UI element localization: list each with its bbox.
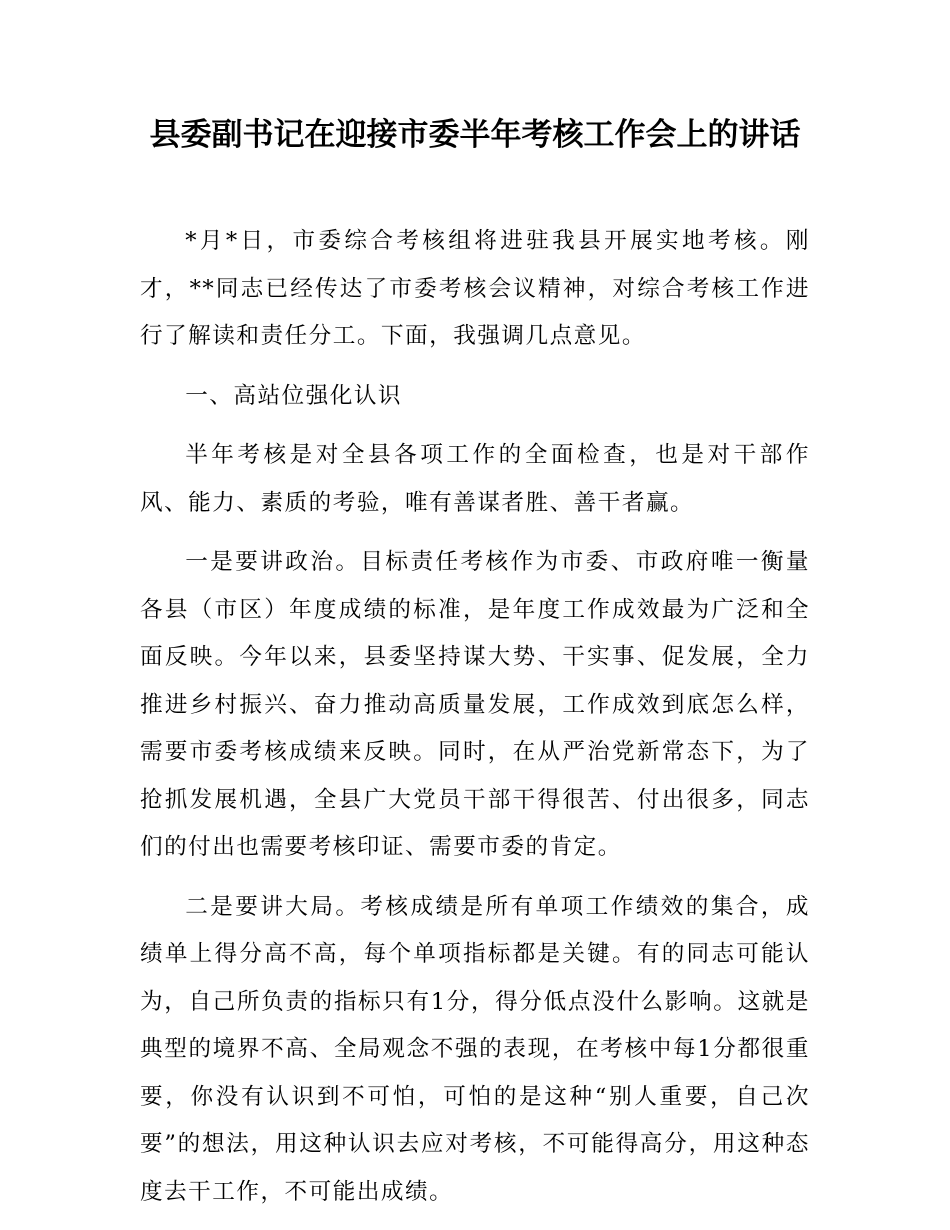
paragraph-point-politics: 一是要讲政治。目标责任考核作为市委、市政府唯一衡量各县（市区）年度成绩的标准，是年度工作成效最为广泛和全面反映。今年以来，县委坚持谋大势、干实事、促发展，全力推进乡村振兴、奋力推动高质量发展，工作成效到底怎么样，需要市委考核成绩来反映。同时，在从严治党新常态下，为了抢抓发展机遇，全县广大党员干部干得很苦、付出很多，同志们的付出也需要考核印证、需要市委的肯定。: [140, 549, 810, 860]
paragraph-intro: *月*日，市委综合考核组将进驻我县开展实地考核。刚才，**同志已经传达了市委考核会议精神，对综合考核工作进行了解读和责任分工。下面，我强调几点意见。: [140, 228, 810, 349]
paragraph-point-overall-situation: 二是要讲大局。考核成绩是所有单项工作绩效的集合，成绩单上得分高不高，每个单项指标都是关键。有的同志可能认为，自己所负责的指标只有1分，得分低点没什么影响。这就是典型的境界不高、全局观念不强的表现，在考核中每1分都很重要，你没有认识到不可怕，可怕的是这种“别人重要，自己次要”的想法，用这种认识去应对考核，不可能得高分，用这种态度去干工作，不可能出成绩。: [140, 893, 810, 1205]
document-title: 县委副书记在迎接市委半年考核工作会上的讲话: [149, 117, 801, 153]
document-body: [140, 218, 810, 1228]
paragraph-section-summary: 半年考核是对全县各项工作的全面检查，也是对干部作风、能力、素质的考验，唯有善谋者胜、善干者赢。: [140, 442, 810, 516]
section-heading: 一、高站位强化认识: [185, 382, 403, 409]
